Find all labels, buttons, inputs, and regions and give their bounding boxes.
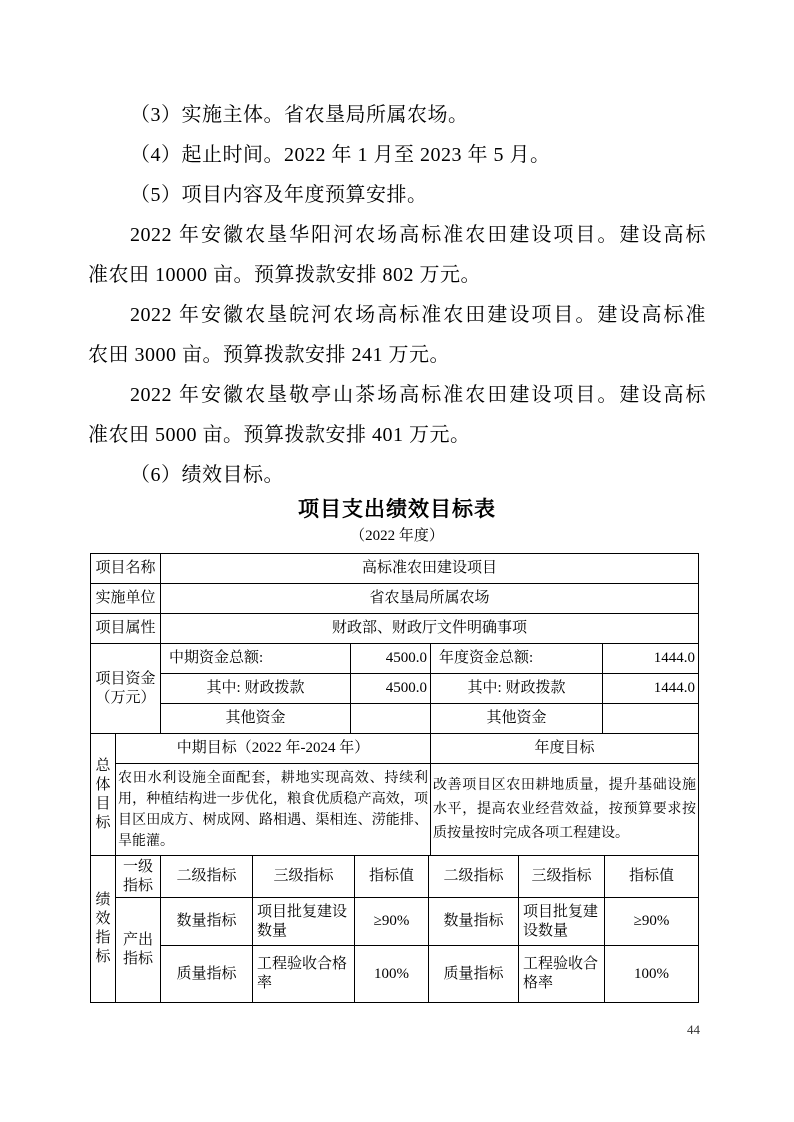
row-l3-year: 工程验收合格率 bbox=[519, 946, 605, 1003]
paragraph-line: 2022 年安徽农垦敬亭山茶场高标准农田建设项目。建设高标 bbox=[130, 384, 706, 406]
project-name-value: 高标准农田建设项目 bbox=[161, 554, 699, 584]
mid-goal-header: 中期目标（2022 年-2024 年） bbox=[116, 734, 431, 764]
header-l2-year: 二级指标 bbox=[429, 856, 519, 898]
paragraph-line: 2022 年安徽农垦华阳河农场高标准农田建设项目。建设高标 bbox=[130, 224, 706, 246]
paragraph-line: （6）绩效目标。 bbox=[130, 464, 284, 486]
level1-row-label: 产出指标 bbox=[116, 898, 161, 1003]
row-value-mid: ≥90% bbox=[355, 898, 429, 946]
paragraph-line: 农田 3000 亩。预算拨款安排 241 万元。 bbox=[88, 344, 450, 366]
mid-total-label: 中期资金总额: bbox=[161, 644, 351, 674]
paragraph-line: 2022 年安徽农垦皖河农场高标准农田建设项目。建设高标准 bbox=[130, 304, 706, 326]
header-l3-year: 三级指标 bbox=[519, 856, 605, 898]
year-total-value: 1444.0 bbox=[603, 644, 699, 674]
row-value-year: 100% bbox=[605, 946, 699, 1003]
attr-label: 项目属性 bbox=[91, 614, 161, 644]
paragraph bbox=[88, 95, 706, 495]
table-subtitle: （2022 年度） bbox=[350, 528, 444, 544]
performance-target-table bbox=[90, 553, 699, 1003]
mid-total-value: 4500.0 bbox=[351, 644, 431, 674]
row-l2-mid: 数量指标 bbox=[161, 898, 253, 946]
row-value-mid: 100% bbox=[355, 946, 429, 1003]
header-value-mid: 指标值 bbox=[355, 856, 429, 898]
mid-fiscal-value: 4500.0 bbox=[351, 674, 431, 704]
year-goal-header: 年度目标 bbox=[431, 734, 699, 764]
overall-goal-label: 总体目标 bbox=[91, 734, 116, 856]
row-l3-mid: 项目批复建设数量 bbox=[253, 898, 355, 946]
table-title: 项目支出绩效目标表 bbox=[298, 497, 496, 521]
year-other-label: 其他资金 bbox=[431, 704, 603, 734]
mid-goal-text: 农田水利设施全面配套，耕地实现高效、持续利用，种植结构进一步优化，粮食优质稳产高效，项目区田成方、树成网、路相遇、渠相连、涝能排、旱能灌。 bbox=[116, 764, 431, 856]
year-other-value bbox=[603, 704, 699, 734]
perf-label: 绩效指标 bbox=[91, 856, 116, 1003]
paragraph-line: （3）实施主体。省农垦局所属农场。 bbox=[130, 104, 469, 126]
year-total-label: 年度资金总额: bbox=[431, 644, 603, 674]
unit-value: 省农垦局所属农场 bbox=[161, 584, 699, 614]
row-l3-mid: 工程验收合格率 bbox=[253, 946, 355, 1003]
row-l2-mid: 质量指标 bbox=[161, 946, 253, 1003]
header-value-year: 指标值 bbox=[605, 856, 699, 898]
paragraph-line: （4）起止时间。2022 年 1 月至 2023 年 5 月。 bbox=[130, 144, 551, 166]
row-l3-year: 项目批复建设数量 bbox=[519, 898, 605, 946]
mid-fiscal-label: 其中: 财政拨款 bbox=[161, 674, 351, 704]
project-name-label: 项目名称 bbox=[91, 554, 161, 584]
paragraph-line: 准农田 5000 亩。预算拨款安排 401 万元。 bbox=[88, 424, 471, 446]
row-l2-year: 数量指标 bbox=[429, 898, 519, 946]
page-number: 44 bbox=[687, 1022, 700, 1037]
mid-other-value bbox=[351, 704, 431, 734]
attr-value: 财政部、财政厅文件明确事项 bbox=[161, 614, 699, 644]
row-value-year: ≥90% bbox=[605, 898, 699, 946]
header-l2-mid: 二级指标 bbox=[161, 856, 253, 898]
unit-label: 实施单位 bbox=[91, 584, 161, 614]
paragraph-line: 准农田 10000 亩。预算拨款安排 802 万元。 bbox=[88, 264, 481, 286]
year-fiscal-value: 1444.0 bbox=[603, 674, 699, 704]
year-goal-text: 改善项目区农田耕地质量，提升基础设施水平，提高农业经营效益，按预算要求按质按量按时完成各项工程建设。 bbox=[431, 764, 699, 856]
header-l3-mid: 三级指标 bbox=[253, 856, 355, 898]
year-fiscal-label: 其中: 财政拨款 bbox=[431, 674, 603, 704]
funds-label: 项目资金（万元） bbox=[91, 644, 161, 734]
paragraph-line: （5）项目内容及年度预算安排。 bbox=[130, 184, 428, 206]
row-l2-year: 质量指标 bbox=[429, 946, 519, 1003]
mid-other-label: 其他资金 bbox=[161, 704, 351, 734]
level1-header: 一级指标 bbox=[116, 856, 161, 898]
